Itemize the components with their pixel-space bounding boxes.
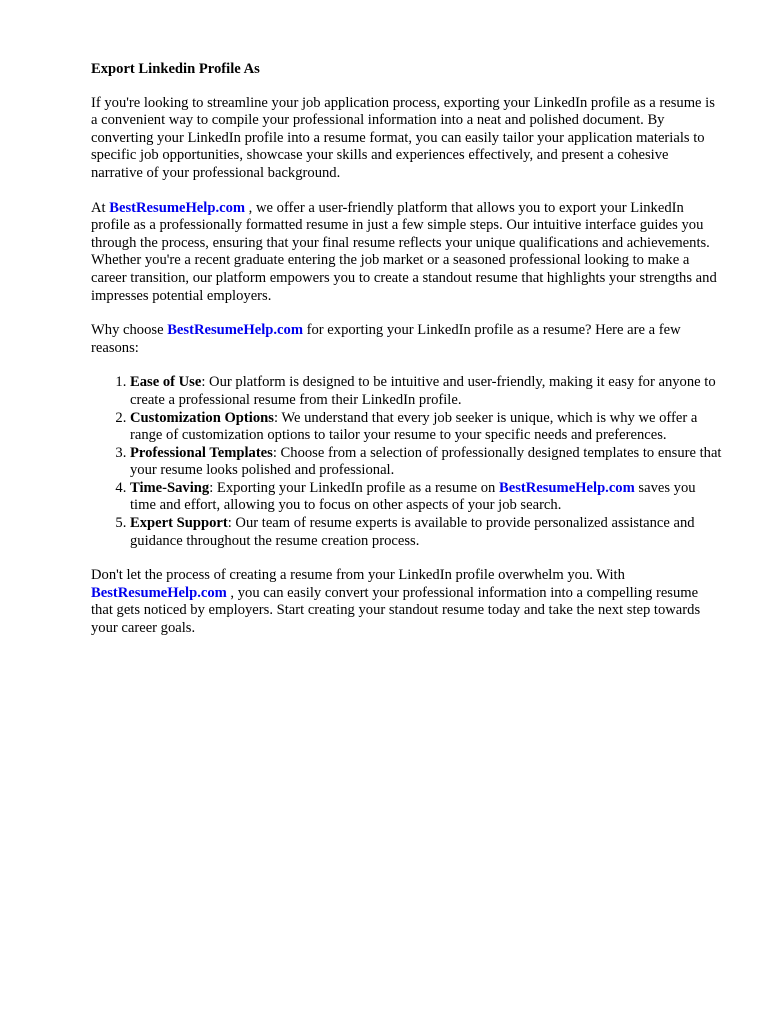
reason-term: Customization Options [130, 409, 274, 426]
list-item [130, 480, 723, 515]
why-choose-paragraph [91, 322, 723, 357]
closing-lead: Don't let the process of creating a resume from your LinkedIn profile overwhelm you. With [91, 567, 625, 584]
list-item [130, 515, 723, 550]
closing-paragraph [91, 567, 723, 637]
list-item [130, 374, 723, 409]
list-item [130, 445, 723, 480]
reason-term: Time-Saving [130, 479, 210, 496]
reason-text-tail: saves you time and effort, allowing you to focus on other aspects of your job search. [130, 479, 696, 514]
reason-text: : Choose from a selection of professionally designed templates to ensure that your resume looks polished and professional. [130, 444, 722, 479]
bestresumehelp-link[interactable]: BestResumeHelp.com [167, 322, 303, 339]
platform-paragraph-body: , we offer a user-friendly platform that allows you to export your LinkedIn profile as a professionally formatted resume in just a few simple steps. Our intuitive interface guides you through the process, ensuring that your final resume reflects your unique qualifications and achievements. Whether you're a recent graduate entering the job market or a seasoned professional looking to make a career transition, our platform empowers you to create a standout resume that highlights your strengths and impresses potential employers. [91, 199, 717, 304]
reason-term: Professional Templates [130, 444, 273, 461]
reason-text: : Exporting your LinkedIn profile as a resume on [209, 479, 499, 496]
platform-paragraph [91, 200, 723, 306]
why-choose-lead: Why choose [91, 322, 168, 339]
intro-paragraph: If you're looking to streamline your job application process, exporting your LinkedIn profile as a resume is a convenient way to compile your professional information into a neat and polished document. By converting your LinkedIn profile into a resume format, you can easily tailor your application materials to specific job opportunities, showcase your skills and experiences effectively, and present a cohesive narrative of your professional background. [91, 94, 715, 181]
platform-paragraph-lead: At [91, 199, 110, 216]
document-title: Export Linkedin Profile As [91, 61, 260, 77]
reason-text: : Our platform is designed to be intuitive and user-friendly, making it easy for anyone to create a professional resume from their LinkedIn profile. [130, 374, 716, 408]
list-item [130, 410, 723, 445]
reason-term: Ease of Use [130, 374, 202, 391]
bestresumehelp-link[interactable]: BestResumeHelp.com [91, 584, 227, 601]
bestresumehelp-link[interactable]: BestResumeHelp.com [498, 479, 635, 496]
why-choose-body: for exporting your LinkedIn profile as a resume? Here are a few reasons: [91, 322, 681, 356]
reasons-list [91, 374, 723, 550]
document-page [91, 61, 723, 655]
reason-term: Expert Support [130, 515, 228, 532]
reason-text: : Our team of resume experts is available to provide personalized assistance and guidance throughout the resume creation process. [130, 515, 695, 549]
closing-body: , you can easily convert your professional information into a compelling resume that gets noticed by employers. Start creating your standout resume today and take the next step towards your career goals. [91, 584, 701, 637]
bestresumehelp-link[interactable]: BestResumeHelp.com [109, 199, 246, 216]
reason-text: : We understand that every job seeker is unique, which is why we offer a range of customization options to tailor your resume to your specific needs and preferences. [130, 409, 698, 444]
